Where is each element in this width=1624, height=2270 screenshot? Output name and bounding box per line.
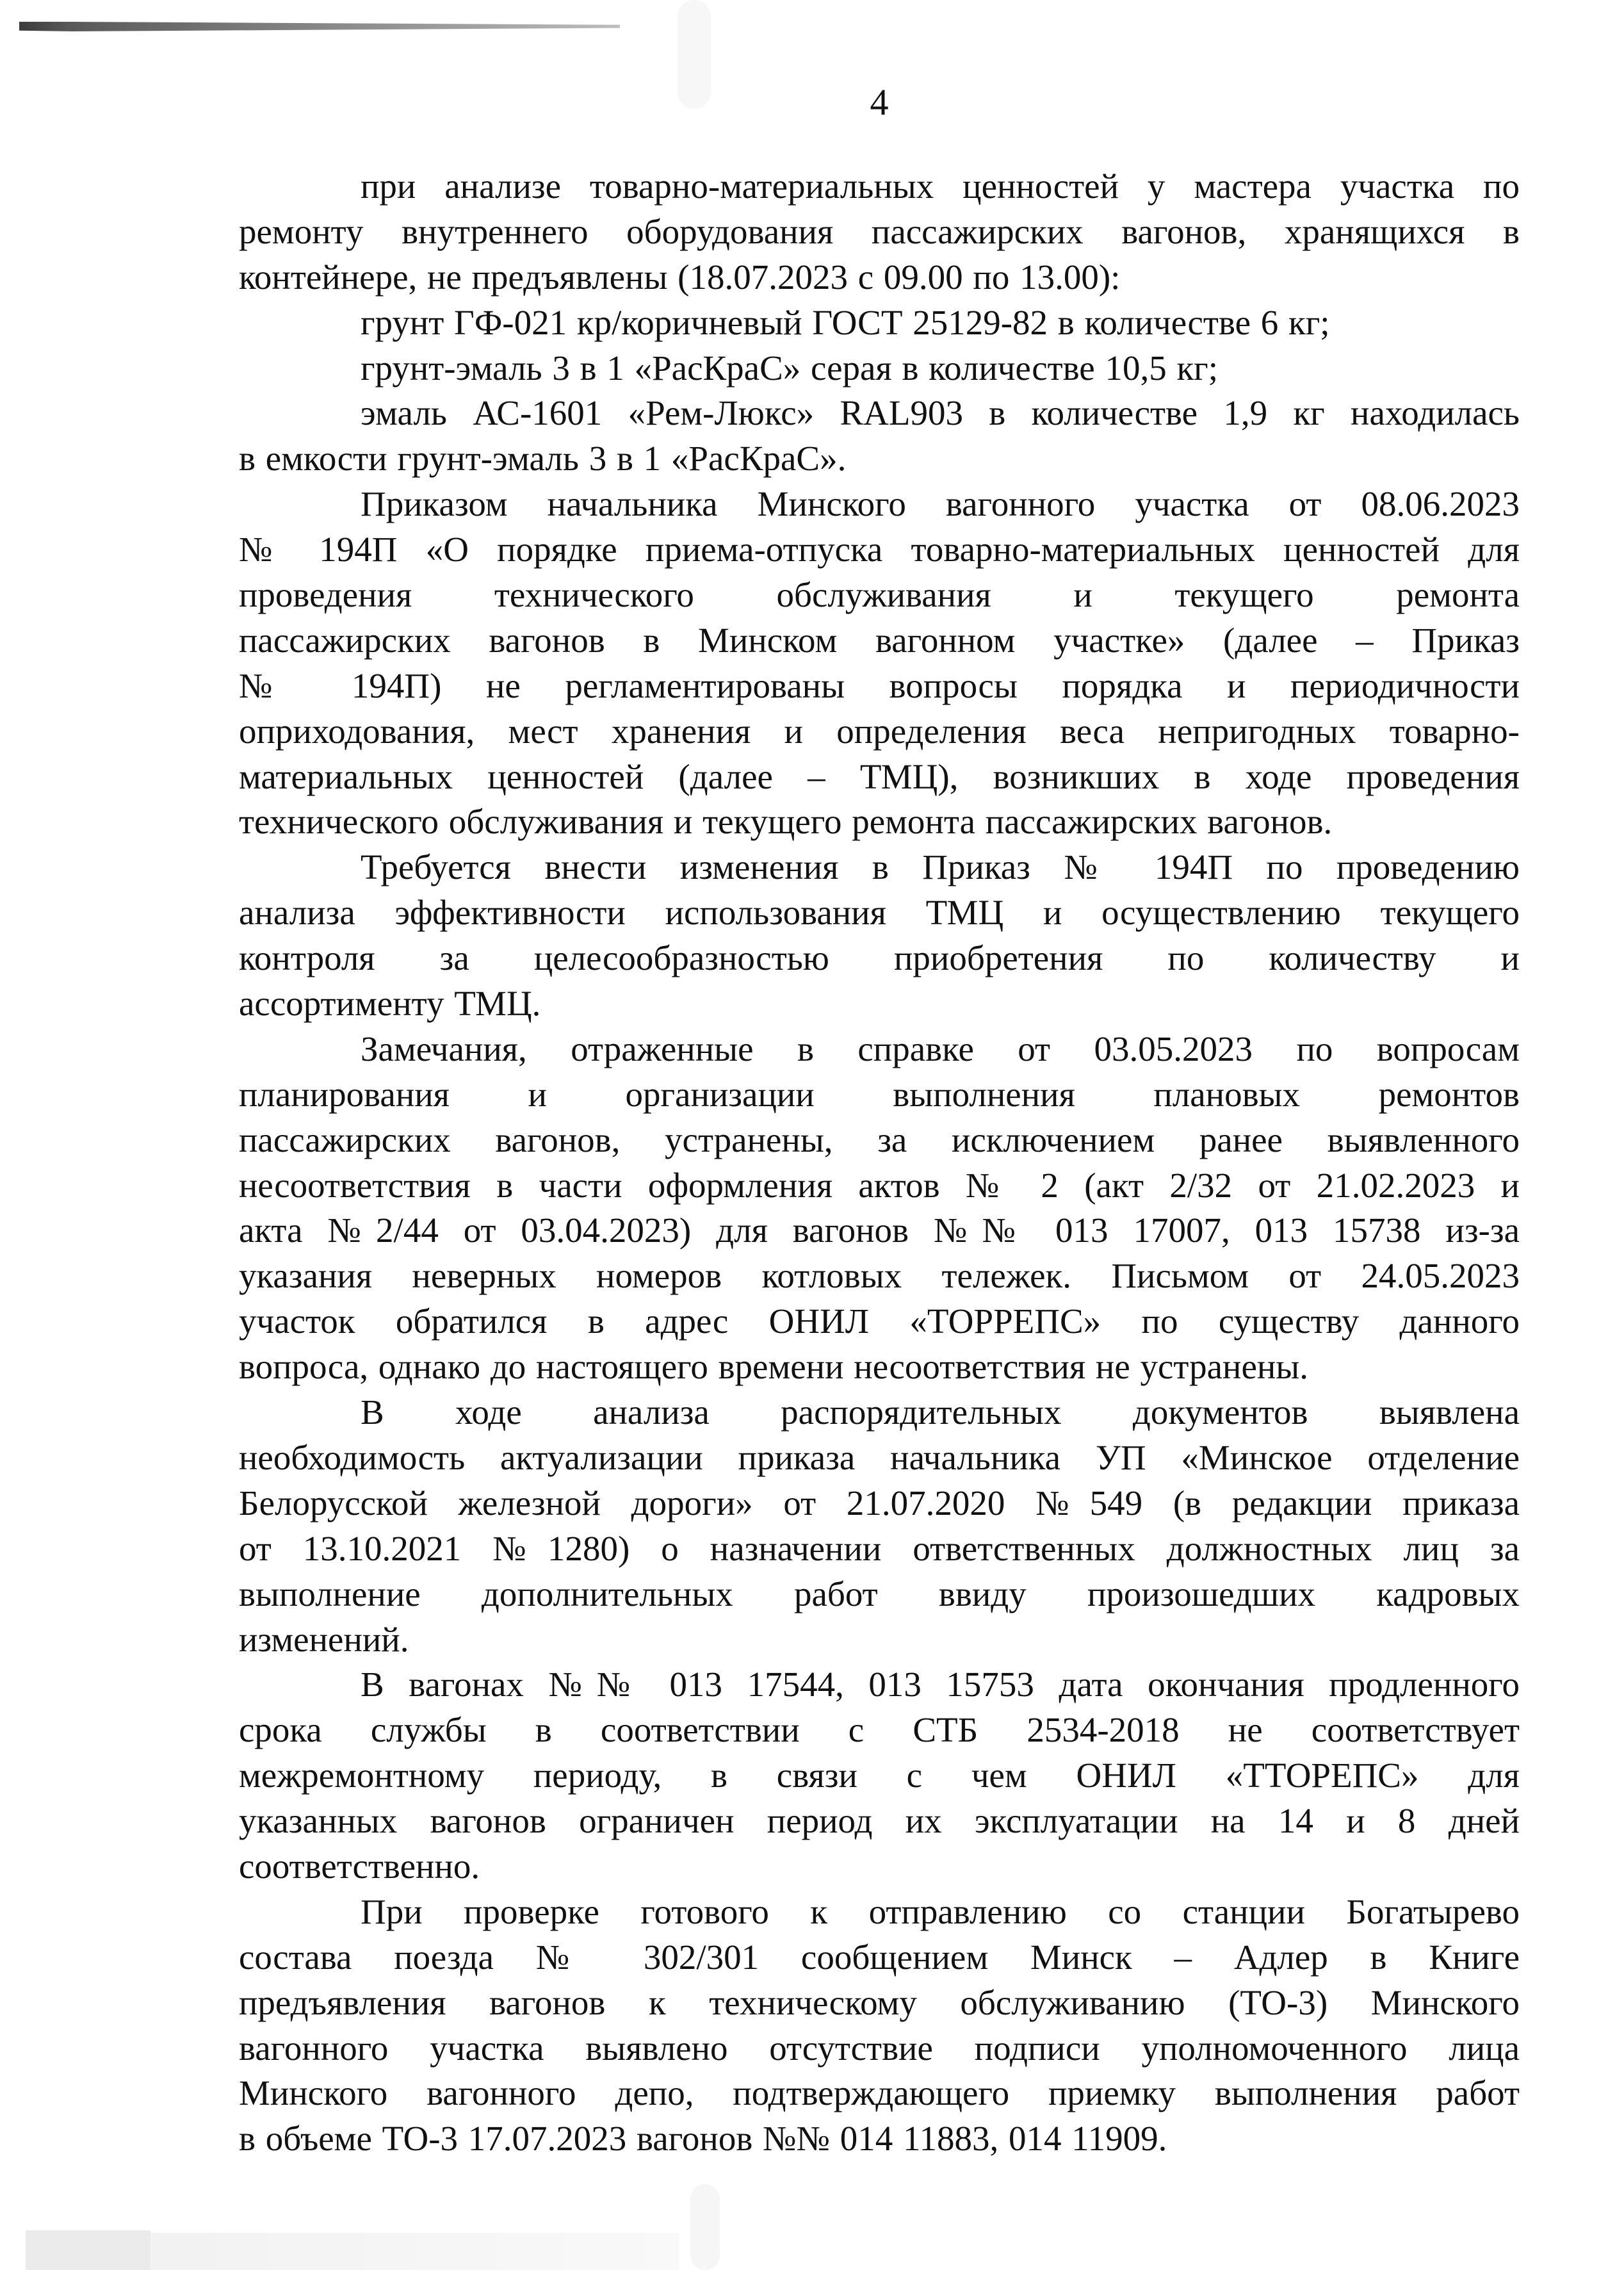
text-line: пассажирских вагонов, устранены, за исключением ранее выявленного xyxy=(239,1120,1520,1159)
text-line: материальных ценностей (далее – ТМЦ), возникших в ходе проведения xyxy=(239,756,1520,796)
text-line: грунт ГФ-021 кр/коричневый ГОСТ 25129-82 в количестве 6 кг; xyxy=(361,302,1330,342)
text-line: контроля за целесообразностью приобретения по количеству и xyxy=(239,938,1520,978)
paragraph xyxy=(239,1390,1520,1662)
text-line: указанных вагонов ограничен период их эксплуатации на 14 и 8 дней xyxy=(239,1801,1520,1841)
text-line: контейнере, не предъявлены (18.07.2023 с 09.00 по 13.00): xyxy=(239,257,1121,297)
text-line: При проверке готового к отправлению со станции Богатырево xyxy=(361,1891,1520,1931)
text-line: пассажирских вагонов в Минском вагонном участке» (далее – Приказ xyxy=(239,620,1520,660)
text-line: № 194П) не регламентированы вопросы порядка и периодичности xyxy=(239,665,1520,705)
text-line: необходимость актуализации приказа начальника УП «Минское отделение xyxy=(239,1437,1520,1477)
text-line: выполнение дополнительных работ ввиду произошедших кадровых xyxy=(239,1574,1520,1613)
text-line: предъявления вагонов к техническому обслуживанию (ТО-3) Минского xyxy=(239,1982,1520,2022)
paragraph xyxy=(239,1027,1520,1390)
paragraph xyxy=(239,300,1520,346)
text-line: технического обслуживания и текущего ремонта пассажирских вагонов. xyxy=(239,802,1333,842)
text-line: грунт-эмаль 3 в 1 «РасКраС» серая в количестве 10,5 кг; xyxy=(361,348,1219,388)
text-line: Требуется внести изменения в Приказ № 194П по проведению xyxy=(361,847,1520,887)
scanner-streak-artifact xyxy=(19,22,620,31)
text-line: В ходе анализа распорядительных документов выявлена xyxy=(361,1392,1520,1432)
text-line: ремонту внутреннего оборудования пассажирских вагонов, хранящихся в xyxy=(239,211,1520,251)
text-line: проведения технического обслуживания и текущего ремонта xyxy=(239,575,1520,615)
text-line: анализа эффективности использования ТМЦ и осуществлению текущего xyxy=(239,893,1520,933)
page-number: 4 xyxy=(870,81,889,123)
text-line: Белорусской железной дороги» от 21.07.2020 №549 (в редакции приказа xyxy=(239,1483,1520,1523)
text-line: планирования и организации выполнения плановых ремонтов xyxy=(239,1074,1520,1114)
text-line: Приказом начальника Минского вагонного участка от 08.06.2023 xyxy=(361,484,1520,524)
text-line: срока службы в соответствии с СТБ 2534-2018 не соответствует xyxy=(239,1710,1520,1750)
text-line: оприходования, мест хранения и определения веса непригодных товарно- xyxy=(239,711,1520,751)
scan-fold-artifact-bottom xyxy=(690,2184,720,2270)
paragraph xyxy=(239,346,1520,391)
text-line: несоответствия в части оформления актов № 2 (акт 2/32 от 21.02.2023 и xyxy=(239,1165,1520,1205)
paragraph xyxy=(239,1662,1520,1889)
paragraph xyxy=(239,845,1520,1027)
document-body xyxy=(239,164,1520,2162)
text-line: В вагонах №№ 013 17544, 013 15753 дата окончания продленного xyxy=(361,1665,1520,1704)
text-line: ассортименту ТМЦ. xyxy=(239,984,541,1024)
paragraph xyxy=(239,482,1520,845)
text-line: межремонтному периоду, в связи с чем ОНИЛ «ТТОРЕПС» для xyxy=(239,1756,1520,1795)
paragraph xyxy=(239,391,1520,482)
text-line: указания неверных номеров котловых тележек. Письмом от 24.05.2023 xyxy=(239,1256,1520,1296)
text-line: при анализе товарно-материальных ценностей у мастера участка по xyxy=(361,167,1520,206)
text-line: в емкости грунт-эмаль 3 в 1 «РасКраС». xyxy=(239,439,847,478)
text-line: в объеме ТО-3 17.07.2023 вагонов №№ 014 11883, 014 11909. xyxy=(239,2119,1167,2159)
paragraph xyxy=(239,164,1520,300)
text-line: изменений. xyxy=(239,1619,409,1659)
text-line: участок обратился в адрес ОНИЛ «ТОРРЕПС» по существу данного xyxy=(239,1302,1520,1341)
text-line: от 13.10.2021 №1280) о назначении ответственных должностных лиц за xyxy=(239,1528,1520,1568)
text-line: соответственно. xyxy=(239,1846,480,1886)
scanner-smudge-artifact-dark xyxy=(26,2230,150,2270)
text-line: вопроса, однако до настоящего времени несоответствия не устранены. xyxy=(239,1347,1308,1387)
text-line: вагонного участка выявлено отсутствие подписи уполномоченного лица xyxy=(239,2028,1520,2068)
text-line: состава поезда № 302/301 сообщением Минск – Адлер в Книге xyxy=(239,1937,1520,1977)
text-line: Минского вагонного депо, подтверждающего приемку выполнения работ xyxy=(239,2073,1520,2113)
text-line: эмаль АС-1601 «Рем-Люкс» RAL903 в количестве 1,9 кг находилась xyxy=(361,393,1520,433)
text-line: акта №2/44 от 03.04.2023) для вагонов №№ 013 17007, 013 15738 из-за xyxy=(239,1211,1520,1250)
text-line: № 194П «О порядке приема-отпуска товарно-материальных ценностей для xyxy=(239,530,1520,569)
text-line: Замечания, отраженные в справке от 03.05.2023 по вопросам xyxy=(361,1029,1520,1068)
paragraph xyxy=(239,1890,1520,2162)
